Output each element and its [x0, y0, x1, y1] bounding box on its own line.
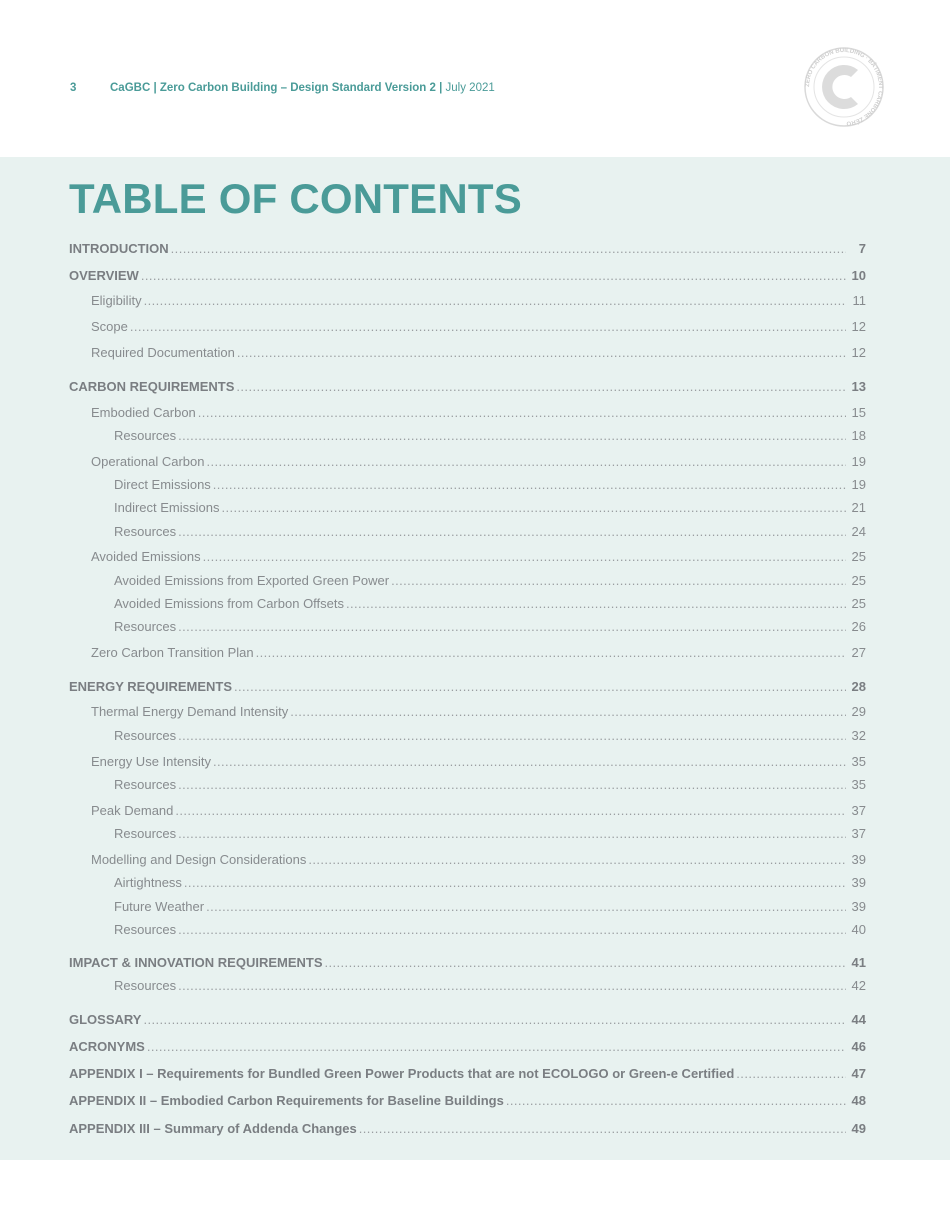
toc-entry-page: 39	[851, 852, 866, 867]
toc-entry-label: OVERVIEW	[69, 268, 139, 283]
toc-entry[interactable]	[69, 572, 866, 590]
toc-entry-page: 48	[851, 1093, 866, 1108]
toc-entry-label: Resources	[114, 922, 177, 937]
toc-leader-dots	[203, 548, 846, 566]
toc-entry[interactable]	[69, 1011, 866, 1029]
toc-entry-label: Direct Emissions	[114, 477, 211, 492]
toc-entry-page: 42	[851, 978, 866, 993]
toc-leader-dots	[175, 802, 846, 820]
toc-entry[interactable]	[69, 499, 866, 517]
toc-entry-page: 10	[851, 268, 866, 283]
toc-leader-dots	[234, 678, 846, 696]
toc-leader-dots	[506, 1092, 846, 1110]
toc-entry-label: INTRODUCTION	[69, 241, 169, 256]
toc-entry-page: 37	[851, 803, 866, 818]
toc-leader-dots	[237, 344, 846, 362]
toc-leader-dots	[308, 851, 846, 869]
toc-entry[interactable]	[69, 344, 866, 362]
toc-entry[interactable]	[69, 802, 866, 820]
toc-entry-page: 37	[851, 826, 866, 841]
toc-entry[interactable]	[69, 753, 866, 771]
toc-entry[interactable]	[69, 618, 866, 636]
toc-entry-page: 25	[851, 549, 866, 564]
toc-leader-dots	[178, 523, 846, 541]
toc-leader-dots	[178, 618, 846, 636]
toc-entry[interactable]	[69, 851, 866, 869]
toc-entry[interactable]	[69, 1120, 866, 1138]
toc-entry-label: Avoided Emissions from Exported Green Power	[114, 573, 390, 588]
toc-entry-page: 47	[851, 1066, 866, 1081]
toc-entry[interactable]	[69, 898, 866, 916]
document-title: CaGBC | Zero Carbon Building – Design Standard Version 2 |	[110, 82, 443, 94]
toc-entry-label: Peak Demand	[91, 803, 174, 818]
toc-entry[interactable]	[69, 404, 866, 422]
toc-entry-label: Operational Carbon	[91, 454, 205, 469]
toc-entry-page: 28	[851, 679, 866, 694]
toc-entry-page: 25	[851, 573, 866, 588]
toc-entry-label: Modelling and Design Considerations	[91, 852, 307, 867]
toc-leader-dots	[171, 240, 846, 258]
toc-entry[interactable]	[69, 523, 866, 541]
toc-entry[interactable]	[69, 703, 866, 721]
toc-entry-page: 26	[851, 619, 866, 634]
document-date: July 2021	[445, 82, 495, 94]
toc-entry-label: Embodied Carbon	[91, 405, 196, 420]
page-number: 3	[70, 82, 77, 94]
toc-entry-label: Future Weather	[114, 899, 205, 914]
toc-entry-label: Resources	[114, 428, 177, 443]
toc-entry-page: 39	[851, 875, 866, 890]
toc-leader-dots	[213, 753, 846, 771]
toc-entry-page: 12	[851, 319, 866, 334]
toc-leader-dots	[290, 703, 846, 721]
toc-entry-page: 49	[851, 1121, 866, 1136]
toc-leader-dots	[198, 404, 846, 422]
toc-entry[interactable]	[69, 240, 866, 258]
toc-entry[interactable]	[69, 595, 866, 613]
toc-leader-dots	[736, 1065, 846, 1083]
toc-entry-page: 39	[851, 899, 866, 914]
toc-entry-page: 13	[851, 379, 866, 394]
toc-entry-label: APPENDIX II – Embodied Carbon Requirements for Baseline Buildings	[69, 1093, 504, 1108]
page-title: TABLE OF CONTENTS	[69, 175, 522, 222]
toc-leader-dots	[178, 427, 846, 445]
toc-entry[interactable]	[69, 954, 866, 972]
toc-leader-dots	[359, 1120, 846, 1138]
toc-leader-dots	[391, 572, 846, 590]
toc-entry[interactable]	[69, 644, 866, 662]
toc-entry-label: Energy Use Intensity	[91, 754, 211, 769]
toc-entry[interactable]	[69, 548, 866, 566]
toc-entry-label: Resources	[114, 524, 177, 539]
toc-entry-page: 46	[851, 1039, 866, 1054]
toc-entry-label: Required Documentation	[91, 345, 235, 360]
logo-ring-text: ZERO CARBON BUILDING · BÂTIMENT CARBONE ZÉRO	[804, 47, 884, 126]
toc-entry-page: 19	[851, 477, 866, 492]
toc-entry-page: 11	[852, 293, 866, 308]
toc-entry-page: 44	[851, 1012, 866, 1027]
toc-entry-page: 25	[851, 596, 866, 611]
toc-entry-label: Resources	[114, 826, 177, 841]
toc-entry-label: ENERGY REQUIREMENTS	[69, 679, 233, 694]
toc-entry[interactable]	[69, 1065, 866, 1083]
page-header	[0, 0, 950, 157]
toc-entry[interactable]	[69, 476, 866, 494]
toc-entry-page: 12	[851, 345, 866, 360]
toc-entry-page: 18	[851, 428, 866, 443]
toc-entry-label: APPENDIX I – Requirements for Bundled Green Power Products that are not ECOLOGO or Green-e Certified	[69, 1066, 735, 1081]
toc-leader-dots	[325, 954, 847, 972]
toc-entry-page: 19	[851, 454, 866, 469]
toc-entry-label: IMPACT & INNOVATION REQUIREMENTS	[69, 955, 323, 970]
toc-entry-label: GLOSSARY	[69, 1012, 142, 1027]
toc-entry-page: 35	[851, 777, 866, 792]
toc-entry-label: Resources	[114, 777, 177, 792]
toc-entry-label: ACRONYMS	[69, 1039, 145, 1054]
toc-entry-label: Avoided Emissions	[91, 549, 201, 564]
toc-entry[interactable]	[69, 678, 866, 696]
toc-leader-dots	[141, 267, 846, 285]
toc-entry-page: 29	[851, 704, 866, 719]
toc-leader-dots	[206, 898, 846, 916]
toc-leader-dots	[143, 1011, 846, 1029]
toc-entry-page: 41	[851, 955, 866, 970]
toc-leader-dots	[213, 476, 846, 494]
toc-entry[interactable]	[69, 378, 866, 396]
toc-entry[interactable]	[69, 1092, 866, 1110]
toc-entry-label: Resources	[114, 619, 177, 634]
toc-entry-page: 15	[851, 405, 866, 420]
toc-leader-dots	[221, 499, 846, 517]
toc-entry[interactable]	[69, 977, 866, 995]
toc-entry[interactable]	[69, 874, 866, 892]
toc-leader-dots	[178, 825, 846, 843]
toc-entry-label: Avoided Emissions from Carbon Offsets	[114, 596, 345, 611]
toc-entry-page: 40	[851, 922, 866, 937]
toc-leader-dots	[346, 595, 846, 613]
toc-entry-label: Resources	[114, 728, 177, 743]
toc-entry[interactable]	[69, 267, 866, 285]
toc-entry[interactable]	[69, 921, 866, 939]
header-line	[70, 82, 495, 94]
toc-entry[interactable]	[69, 427, 866, 445]
toc-leader-dots	[178, 727, 846, 745]
toc-entry-label: Scope	[91, 319, 128, 334]
toc-entry-label: Indirect Emissions	[114, 500, 220, 515]
toc-leader-dots	[178, 776, 846, 794]
toc-leader-dots	[147, 1038, 846, 1056]
toc-leader-dots	[130, 318, 846, 336]
toc-entry-label: Thermal Energy Demand Intensity	[91, 704, 289, 719]
toc-entry-page: 24	[851, 524, 866, 539]
toc-entry-label: CARBON REQUIREMENTS	[69, 379, 235, 394]
toc-leader-dots	[144, 292, 846, 310]
toc-leader-dots	[206, 453, 846, 471]
zero-carbon-building-logo-icon	[803, 46, 885, 128]
toc-entry-label: Eligibility	[91, 293, 142, 308]
toc-leader-dots	[184, 874, 846, 892]
toc-entry[interactable]	[69, 292, 866, 310]
toc-leader-dots	[178, 977, 846, 995]
toc-leader-dots	[256, 644, 846, 662]
toc-entry[interactable]	[69, 318, 866, 336]
toc-entry[interactable]	[69, 825, 866, 843]
toc-entry-page: 35	[851, 754, 866, 769]
toc-entry-page: 21	[851, 500, 866, 515]
toc-entry-page: 27	[851, 645, 866, 660]
toc-entry[interactable]	[69, 727, 866, 745]
toc-entry-page: 32	[851, 728, 866, 743]
toc-entry-label: Airtightness	[114, 875, 182, 890]
toc-leader-dots	[236, 378, 846, 396]
toc-entry[interactable]	[69, 1038, 866, 1056]
toc-entry[interactable]	[69, 776, 866, 794]
toc-leader-dots	[178, 921, 846, 939]
toc-entry-label: Resources	[114, 978, 177, 993]
toc-entry-page: 7	[858, 241, 866, 256]
toc-entry-label: Zero Carbon Transition Plan	[91, 645, 254, 660]
toc-entry-label: APPENDIX III – Summary of Addenda Changes	[69, 1121, 357, 1136]
toc-entry[interactable]	[69, 453, 866, 471]
